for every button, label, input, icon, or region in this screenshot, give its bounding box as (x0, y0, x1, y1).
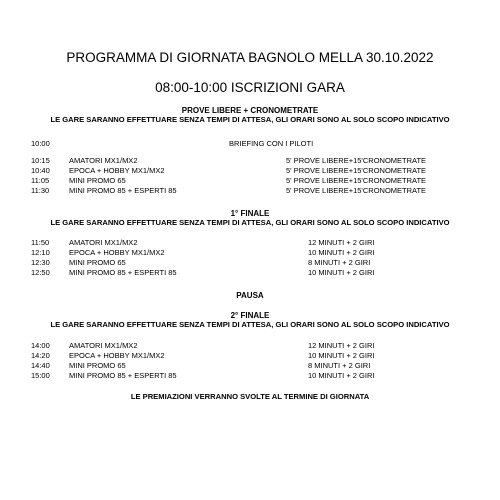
row-time: 14:20 (31, 351, 50, 360)
row-time: 11:50 (31, 238, 50, 247)
registration-line: 08:00-10:00 ISCRIZIONI GARA (155, 80, 345, 95)
row-time: 10:15 (31, 156, 50, 165)
row-category: MINI PROMO 65 (69, 176, 126, 185)
row-time: 12:50 (31, 268, 50, 277)
row-category: MINI PROMO 65 (69, 258, 126, 267)
row-format: 8 MINUTI + 2 GIRI (308, 361, 371, 370)
briefing-time: 10:00 (31, 139, 50, 148)
row-format: 8 MINUTI + 2 GIRI (308, 258, 371, 267)
row-format: 5' PROVE LIBERE+15'CRONOMETRATE (286, 176, 427, 185)
section-heading-practice: PROVE LIBERE + CRONOMETRATE (181, 106, 319, 115)
row-format: 10 MINUTI + 2 GIRI (308, 371, 375, 380)
row-format: 12 MINUTI + 2 GIRI (308, 238, 375, 247)
row-time: 10:40 (31, 166, 50, 175)
schedule-row (0, 238, 500, 248)
row-format: 10 MINUTI + 2 GIRI (308, 268, 375, 277)
section-note-practice: LE GARE SARANNO EFFETTUARE SENZA TEMPI DI ATTESA, GLI ORARI SONO AL SOLO SCOPO INDICATIVO (50, 115, 450, 124)
row-category: EPOCA + HOBBY MX1/MX2 (69, 166, 165, 175)
schedule-row (0, 351, 500, 361)
row-category: AMATORI MX1/MX2 (69, 156, 138, 165)
row-format: 5' PROVE LIBERE+15'CRONOMETRATE (286, 166, 427, 175)
row-format: 10 MINUTI + 2 GIRI (308, 248, 375, 257)
section-heading-final-2: 2° FINALE (230, 311, 270, 320)
footer-note: LE PREMIAZIONI VERRANNO SVOLTE AL TERMINE DI GIORNATA (130, 392, 370, 401)
schedule-row (0, 258, 500, 268)
row-category: MINI PROMO 85 + ESPERTI 85 (69, 186, 177, 195)
row-category: MINI PROMO 85 + ESPERTI 85 (69, 371, 177, 380)
section-heading-final-1: 1° FINALE (230, 209, 270, 218)
row-time: 14:40 (31, 361, 50, 370)
pause-label: PAUSA (236, 291, 264, 300)
row-category: MINI PROMO 85 + ESPERTI 85 (69, 268, 177, 277)
row-format: 10 MINUTI + 2 GIRI (308, 351, 375, 360)
row-category: EPOCA + HOBBY MX1/MX2 (69, 248, 165, 257)
row-category: AMATORI MX1/MX2 (69, 238, 138, 247)
schedule-row (0, 176, 500, 186)
row-format: 5' PROVE LIBERE+15'CRONOMETRATE (286, 186, 427, 195)
row-time: 14:00 (31, 341, 50, 350)
schedule-row (0, 268, 500, 278)
row-format: 5' PROVE LIBERE+15'CRONOMETRATE (286, 156, 427, 165)
section-note-final-1: LE GARE SARANNO EFFETTUARE SENZA TEMPI DI ATTESA, GLI ORARI SONO AL SOLO SCOPO INDICATIVO (50, 218, 450, 227)
row-time: 11:05 (31, 176, 50, 185)
row-format: 12 MINUTI + 2 GIRI (308, 341, 375, 350)
schedule-row (0, 361, 500, 371)
page-title: PROGRAMMA DI GIORNATA BAGNOLO MELLA 30.10.2022 (66, 50, 434, 65)
schedule-row (0, 248, 500, 258)
schedule-row (0, 166, 500, 176)
row-category: MINI PROMO 65 (69, 361, 126, 370)
schedule-row (0, 186, 500, 196)
row-time: 15:00 (31, 371, 50, 380)
row-time: 12:10 (31, 248, 50, 257)
schedule-row (0, 371, 500, 381)
section-note-final-2: LE GARE SARANNO EFFETTUARE SENZA TEMPI DI ATTESA, GLI ORARI SONO AL SOLO SCOPO INDICATIVO (50, 320, 450, 329)
schedule-row (0, 156, 500, 166)
schedule-row (0, 341, 500, 351)
row-category: AMATORI MX1/MX2 (69, 341, 138, 350)
briefing-label: BRIEFING CON I PILOTI (229, 139, 314, 148)
row-time: 11:30 (31, 186, 50, 195)
row-category: EPOCA + HOBBY MX1/MX2 (69, 351, 165, 360)
row-time: 12:30 (31, 258, 50, 267)
